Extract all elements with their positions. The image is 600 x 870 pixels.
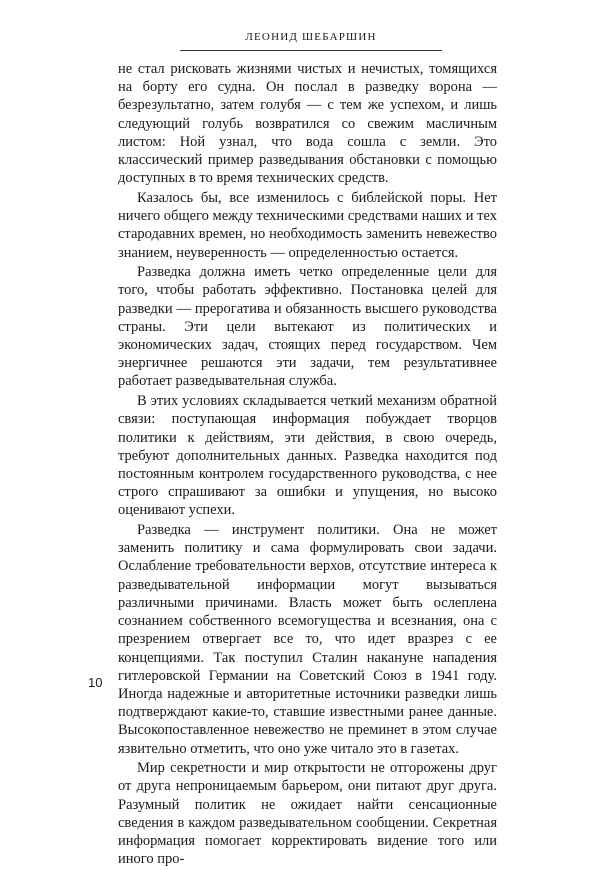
paragraph: Казалось бы, все изменилось с библейской поры. Нет ничего общего между техническими средствами наших и тех стародавних времен, но необходимость заменить невежество знанием, неуверенность — определенностью остается. bbox=[118, 189, 497, 261]
paragraph: Разведка — инструмент политики. Она не может заменить политику и сама формулировать свои задачи. Ослабление требовательности верхов, отсутствие интереса к разведывательной информации могут вызываться различными причинами. Власть может быть ослеплена сознанием собственного всемогущества и всезнания, она с презрением отвергает все то, что идет вразрез с ее концепциями. Так поступил Сталин накануне нападения гитлеровской Германии на Советский Союз в 1941 году. Иногда надежные и авторитетные источники разведки лишь подтверждают какие-то, ставшие известными ранее данные. Высокопоставленное невежество не преминет в этом случае язвительно отметить, что оно уже читало это в газетах. bbox=[118, 522, 497, 757]
paragraph-continuation: не стал рисковать жизнями чистых и нечистых, томящихся на борту его судна. Он послал в разведку ворона — безрезультатно, затем голубя — с тем же успехом, и лишь следующий голубь возвратился со свежим масличным листом: Ной узнал, что вода сошла с земли. Это классический пример разведывания обстановки с помощью доступных в то время технических средств. bbox=[118, 61, 497, 187]
paragraph: Разведка должна иметь четко определенные цели для того, чтобы работать эффективно. Постановка целей для разведки — прерогатива и обязанность высшего руководства страны. Эти цели вытекают из политических и экономических задач, стоящих перед государством. Чем энергичнее решаются эти задачи, тем результативнее работает разведывательная служба. bbox=[118, 264, 497, 390]
paragraph: Мир секретности и мир открытости не отгорожены друг от друга непроницаемым барьером, они питают друг друга. Разумный политик не ожидает найти сенсационные сведения в каждом разведывательном сообщении. Секретная информация помогает корректировать видение того или иного про- bbox=[118, 760, 497, 868]
body-text bbox=[118, 60, 497, 870]
page-number: 10 bbox=[88, 675, 103, 690]
running-header bbox=[180, 30, 442, 59]
paragraph: В этих условиях складывается четкий механизм обратной связи: поступающая информация побуждает творцов политики к действиям, эти действия, в свою очередь, требуют дополнительных данных. Разведка находится под постоянным контролем государственного руководства, с нее строго спрашивают за ошибки и упущения, но высоко оценивают успехи. bbox=[118, 393, 497, 519]
header-divider bbox=[180, 50, 442, 51]
running-title: ЛЕОНИД ШЕБАРШИН bbox=[245, 31, 377, 43]
